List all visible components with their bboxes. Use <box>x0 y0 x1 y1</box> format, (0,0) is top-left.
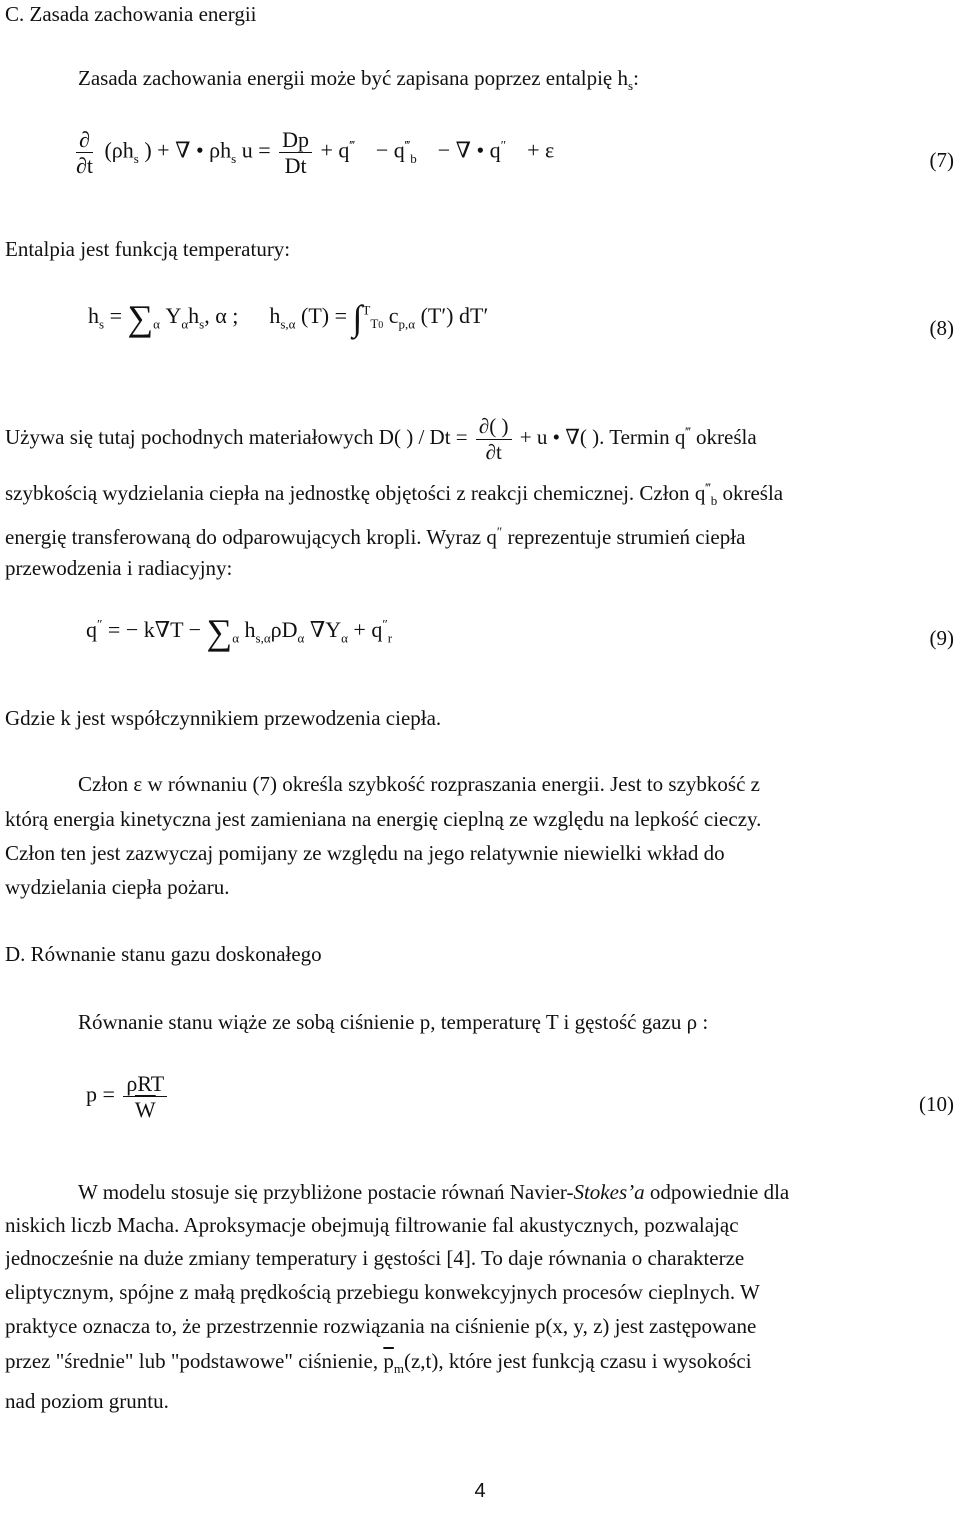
equation-8-math <box>88 300 488 336</box>
eq9-D-sub: α <box>297 630 305 646</box>
eq7-partial-num: ∂ <box>76 128 93 153</box>
eq7-term-q: + q <box>320 137 350 163</box>
eq8-int-lower: T <box>370 316 379 332</box>
eq8-equals: = <box>109 303 122 329</box>
epsilon-line-2: którą energia kinetyczna jest zamieniana na energię cieplną ze względu na lepkość cieczy. <box>5 807 762 831</box>
material-frac-den: ∂t <box>485 439 502 462</box>
eq8-c: c <box>388 303 399 329</box>
eq9-rhoD: ρD <box>270 617 298 643</box>
material-text-2: Termin <box>609 425 670 449</box>
material-text-3: określa <box>696 425 757 449</box>
energy-intro-sub: s <box>628 78 634 94</box>
model-line-2: niskich liczb Macha. Aproksymacje obejmują filtrowanie fal akustycznych, pozwalając <box>5 1213 739 1237</box>
eq10-num: ρRT <box>123 1072 167 1097</box>
eq9-qr-sup: ″ <box>382 616 388 632</box>
eq8-h3: h <box>269 303 281 329</box>
equation-7-number: (7) <box>929 148 954 172</box>
eq9-Y-sub: α <box>341 630 348 646</box>
equation-7-math <box>70 128 554 177</box>
eq8-h: h <box>88 303 99 329</box>
eq9-h-sub: s,α <box>255 630 271 646</box>
material-math-1: D( ) / Dt = <box>378 425 468 449</box>
eq7-dt: Dt <box>284 153 307 179</box>
eq7-term-qb: − q <box>375 137 405 163</box>
section-heading-c: C. Zasada zachowania energii <box>5 2 257 26</box>
energy-intro-text: Zasada zachowania energii może być zapisana poprzez entalpię h <box>78 66 628 90</box>
model-pm-args: (z,t) <box>403 1349 439 1373</box>
equation-10-number: (10) <box>919 1092 954 1116</box>
eq7-term-u: u = <box>241 137 271 163</box>
rate-q: q <box>694 481 706 505</box>
equation-7 <box>0 128 960 198</box>
rate-q-sup: ‴ <box>705 480 711 495</box>
energy-intro <box>78 64 956 100</box>
eq7-sup-2: ‴ <box>404 137 411 153</box>
equation-10 <box>0 1070 960 1140</box>
model-line-6 <box>5 1347 956 1383</box>
model-line-1a: W modelu stosuje się przybliżone postacie równań Navier- <box>78 1180 574 1204</box>
model-line-4: eliptycznym, spójne z małą prędkością przebiegu konwekcyjnych procesów cieplnych. W <box>5 1280 760 1304</box>
eq8-int-lower-sub: 0 <box>378 320 384 332</box>
eq8-Y-sub: α <box>181 316 189 332</box>
model-line-1c: odpowiednie dla <box>644 1180 790 1204</box>
page-number: 4 <box>474 1480 486 1502</box>
rate-text-1: szybkością wydzielania ciepła na jednostkę objętości z reakcji chemicznej. Człon <box>5 481 690 505</box>
eq8-dT: (T′) dT′ <box>420 303 489 329</box>
model-pm: $\overline{p}$ <box>383 1349 394 1373</box>
equation-10-math <box>86 1072 170 1121</box>
eq8-sum-symbol: ∑ <box>127 298 154 338</box>
eq7-term-div: ) + ∇ • ρh <box>144 137 232 163</box>
model-pm-sub: m <box>393 1361 404 1377</box>
epsilon-line-3: Człon ten jest zazwyczaj pomijany ze względu na jego relatywnie niewielki wkład do <box>5 841 725 865</box>
eq9-gradY: ∇Y <box>309 617 342 643</box>
eq7-term-epsilon: + ε <box>527 137 555 163</box>
material-math-2: + u • ∇( ). <box>519 425 605 449</box>
equation-9 <box>0 612 960 672</box>
eq9-q: q <box>86 617 97 643</box>
model-line-3: jednocześnie na duże zmiany temperatury i gęstości [4]. To daje równania o charakterze <box>5 1246 745 1270</box>
model-line-1 <box>78 1178 956 1206</box>
eq10-p: p = <box>86 1081 115 1107</box>
eq9-conduction: = − k∇T − <box>107 617 202 643</box>
eq7-sup-3: ″ <box>500 137 507 153</box>
material-q-sup: ‴ <box>685 424 691 439</box>
model-line-1b: Stokes’a <box>573 1180 645 1204</box>
eq9-h: h <box>244 617 256 643</box>
epsilon-line-1: Człon ε w równaniu (7) określa szybkość rozpraszania energii. Jest to szybkość z <box>78 772 760 796</box>
transfer-line <box>5 518 956 551</box>
eq9-sum-symbol: ∑ <box>206 612 233 652</box>
material-derivative-line <box>5 402 956 462</box>
model-line-6a: przez "średnie" lub "podstawowe" ciśnienie, <box>5 1349 379 1373</box>
equation-8 <box>0 296 960 360</box>
eq8-sum-sub: α <box>153 316 160 332</box>
transfer-text-2: reprezentuje strumień ciepła <box>507 525 746 549</box>
eq7-sub-2: s <box>231 151 237 167</box>
eq8-Y: Y <box>165 303 182 329</box>
eq10-fraction <box>123 1072 167 1121</box>
transfer-q-sup: ″ <box>496 524 503 539</box>
eq8-h2: h <box>188 303 200 329</box>
eq8-h2-sub: s <box>199 316 205 332</box>
state-intro: Równanie stanu wiąże ze sobą ciśnienie p, temperaturę T i gęstość gazu ρ : <box>78 1010 709 1034</box>
eq9-q-sup: ″ <box>97 616 103 632</box>
enthalpy-intro: Entalpia jest funkcją temperatury: <box>5 237 291 261</box>
rate-q-sub: b <box>710 493 718 509</box>
eq9-qr-sub: r <box>387 630 393 646</box>
equation-9-math <box>86 614 392 650</box>
eq8-alpha: , α ; <box>204 303 239 329</box>
conductivity-line: Gdzie k jest współczynnikiem przewodzenia ciepła. <box>5 706 442 730</box>
model-line-6b: , które jest funkcją czasu i wysokości <box>438 1349 752 1373</box>
eq8-sub-s: s <box>99 316 105 332</box>
model-line-7: nad poziom gruntu. <box>5 1389 169 1413</box>
transfer-line-2: przewodzenia i radiacyjny: <box>5 556 233 580</box>
eq7-sub-b: b <box>410 151 417 167</box>
eq8-h3-sub: s,α <box>280 316 296 332</box>
material-text-1: Używa się tutaj pochodnych materiałowych <box>5 425 374 449</box>
equation-8-number: (8) <box>929 316 954 340</box>
transfer-q: q <box>486 525 497 549</box>
eq8-integral-symbol: ∫ <box>352 298 363 338</box>
energy-intro-end: : <box>633 66 639 90</box>
eq8-of-T: (T) = <box>301 303 347 329</box>
epsilon-line-4: wydzielania ciepła pożaru. <box>5 875 230 899</box>
eq7-partial-den: ∂t <box>76 153 93 179</box>
eq7-sup-1: ‴ <box>349 137 355 153</box>
eq7-term-flux: − ∇ • q <box>437 137 501 163</box>
section-heading-d: D. Równanie stanu gazu doskonałego <box>5 942 322 966</box>
rate-text-2: określa <box>722 481 784 505</box>
material-fraction <box>476 415 512 462</box>
eq8-c-sub: p,α <box>398 316 416 332</box>
eq9-qr: + q <box>353 617 383 643</box>
transfer-text-1: energię transferowaną do odparowujących kropli. Wyraz <box>5 525 482 549</box>
eq9-sum-sub: α <box>232 630 240 646</box>
eq7-partial-fraction <box>73 128 96 177</box>
material-q: q <box>674 425 686 449</box>
eq7-term-rho-h: (ρh <box>104 137 134 163</box>
rate-line <box>5 474 956 515</box>
model-line-5: praktyce oznacza to, że przestrzennie rozwiązania na ciśnienie p(x, y, z) jest zastępowane <box>5 1314 757 1338</box>
eq7-dp: Dp <box>279 128 312 153</box>
eq7-sub-1: s <box>133 151 139 167</box>
eq7-dp-dt-fraction <box>279 128 312 177</box>
equation-9-number: (9) <box>929 626 954 650</box>
eq10-den: W <box>134 1097 156 1123</box>
material-frac-num: ∂( ) <box>476 415 512 440</box>
eq8-int-upper: T <box>362 302 371 318</box>
